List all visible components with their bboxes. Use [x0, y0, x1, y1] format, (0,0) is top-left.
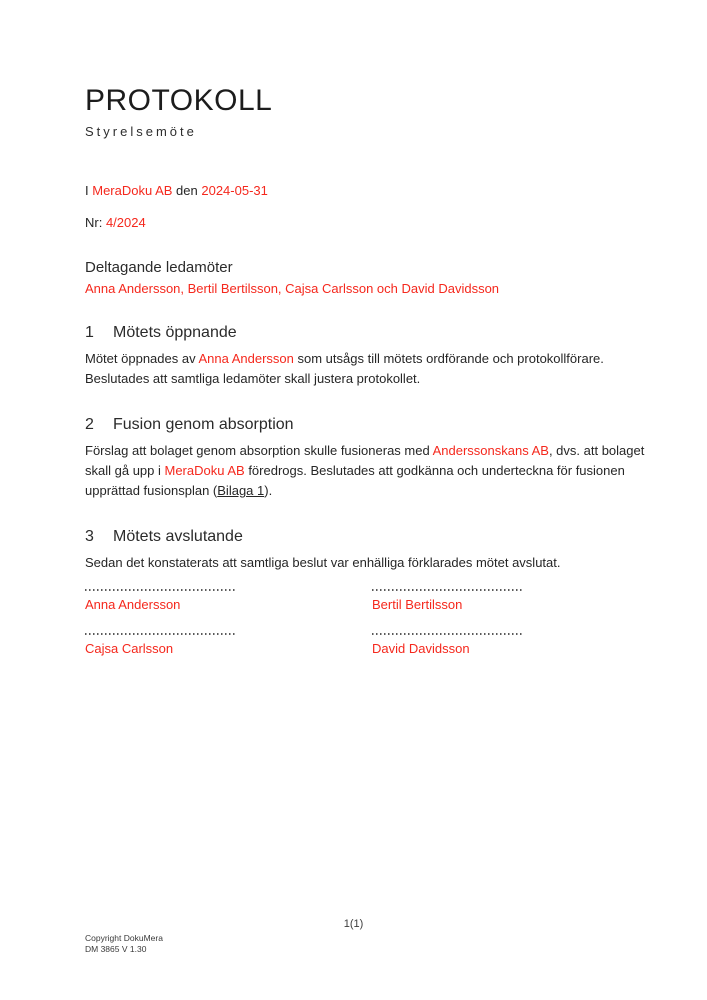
- page-number: 1(1): [343, 918, 364, 930]
- company-date-line: I MeraDoku AB den 2024-05-31: [85, 183, 268, 198]
- company-field: MeraDoku AB: [92, 183, 173, 198]
- signature-dotted-line: [372, 633, 524, 635]
- paragraph-line: upprättad fusionsplan (Bilaga 1).: [85, 483, 273, 498]
- signature-dotted-line: [85, 633, 237, 635]
- paragraph-line: Sedan det konstaterats att samtliga beslut var enhälliga förklarades mötet avslutat.: [85, 555, 561, 570]
- participants-names: Anna Andersson, Bertil Bertilsson, Cajsa Carlsson och David Davidsson: [85, 281, 500, 296]
- signature-name: Bertil Bertilsson: [372, 597, 463, 612]
- section-1-heading: [85, 323, 625, 343]
- paragraph-line: Förslag att bolaget genom absorption skulle fusioneras med Anderssonskans AB, dvs. att bolaget: [85, 443, 645, 458]
- section-2-heading: [85, 415, 625, 435]
- signature-grid: [85, 589, 625, 657]
- absorbed-company-field: Anderssonskans AB: [432, 443, 549, 458]
- bilaga-1-link[interactable]: Bilaga 1: [217, 483, 265, 498]
- paragraph-line: skall gå upp i MeraDoku AB föredrogs. Beslutades att godkänna och underteckna för fusionen: [85, 463, 625, 478]
- signature-dotted-line: [85, 589, 237, 591]
- section-3-number: 3: [85, 528, 94, 545]
- section-3-body: [85, 553, 625, 573]
- section-2: [85, 415, 645, 501]
- chairman-field: Anna Andersson: [198, 351, 294, 366]
- participants-heading: Deltagande ledamöter: [85, 259, 233, 276]
- signature-block-3: [85, 633, 372, 657]
- protocol-number-field: 4/2024: [105, 215, 146, 230]
- section-3-heading: [85, 527, 625, 547]
- document-subtitle: Styrelsemöte: [85, 124, 197, 139]
- date-field: 2024-05-31: [201, 183, 268, 198]
- signature-block-1: [85, 589, 372, 613]
- section-1-body: [85, 349, 625, 389]
- section-3-title: Mötets avslutande: [113, 528, 243, 545]
- footer-copyright: [85, 933, 163, 955]
- copyright-line: Copyright DokuMera: [85, 933, 163, 943]
- section-1-title: Mötets öppnande: [113, 324, 237, 341]
- signature-name: Anna Andersson: [85, 597, 181, 612]
- protocol-number-line: Nr: 4/2024: [85, 215, 146, 230]
- signature-block-2: [372, 589, 625, 613]
- document-id-line: DM 3865 V 1.30: [85, 944, 147, 954]
- company-field: MeraDoku AB: [164, 463, 245, 478]
- section-2-title: Fusion genom absorption: [113, 416, 294, 433]
- signature-dotted-line: [372, 589, 524, 591]
- document-title: PROTOKOLL: [85, 84, 273, 117]
- section-2-number: 2: [85, 416, 94, 433]
- section-1: [85, 323, 625, 389]
- signature-block-4: [372, 633, 625, 657]
- section-3: [85, 527, 625, 573]
- section-2-body: [85, 441, 645, 501]
- signature-name: Cajsa Carlsson: [85, 641, 174, 656]
- signature-name: David Davidsson: [372, 641, 470, 656]
- section-1-number: 1: [85, 324, 94, 341]
- paragraph-line: Beslutades att samtliga ledamöter skall justera protokollet.: [85, 371, 421, 386]
- paragraph-line: Mötet öppnades av Anna Andersson som utsågs till mötets ordförande och protokollförare.: [85, 351, 604, 366]
